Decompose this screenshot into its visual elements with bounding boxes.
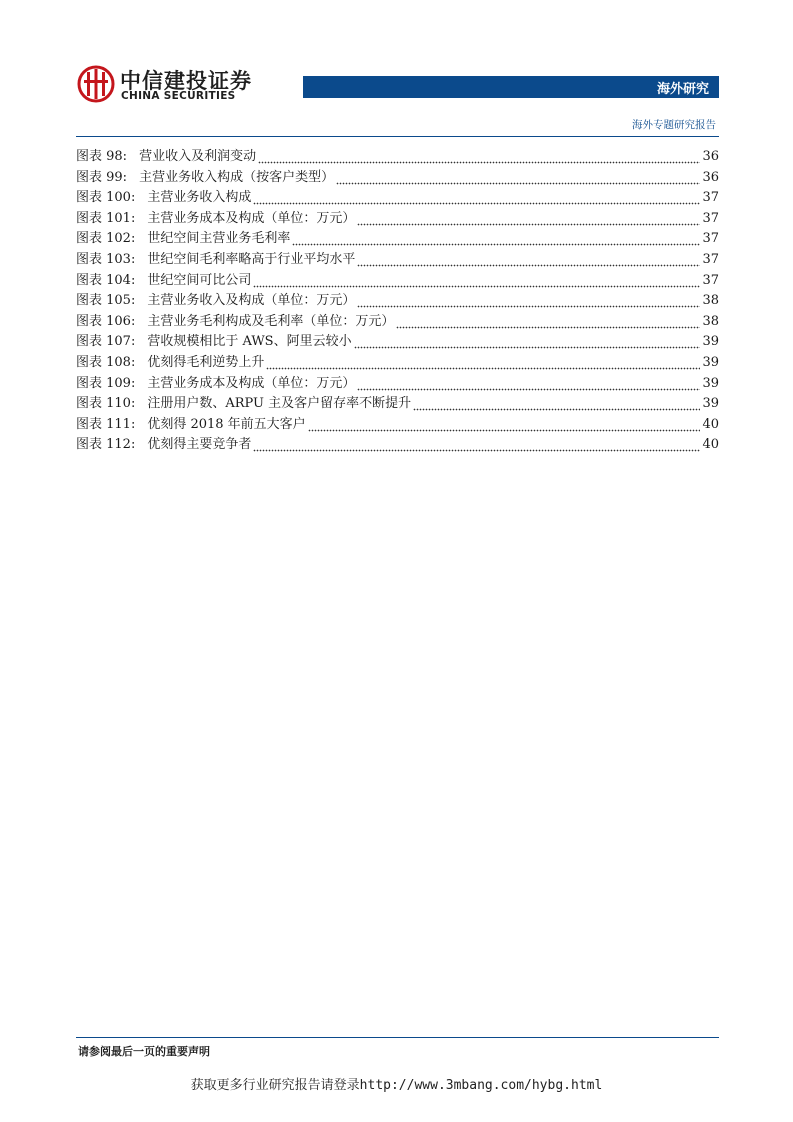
toc-entry-label: 图表 98: xyxy=(76,149,128,164)
toc-entry-title: 优刻得毛利逆势上升 xyxy=(147,354,265,370)
toc-entry-label: 图表 107: xyxy=(76,334,136,350)
toc-entry-page: 39 xyxy=(702,396,719,412)
toc-entry-label: 图表 109: xyxy=(76,375,136,391)
brand-logo xyxy=(76,64,252,104)
toc-entry[interactable] xyxy=(76,271,719,292)
section-title: 海外研究 xyxy=(656,82,709,97)
toc-leader-dots xyxy=(336,168,700,189)
toc-entry-title: 世纪空间主营业务毛利率 xyxy=(147,231,291,247)
toc-entry-page: 39 xyxy=(702,375,719,391)
toc-entry-title: 营收规模相比于 AWS、阿里云较小 xyxy=(147,334,352,350)
toc-entry-title: 世纪空间毛利率略高于行业平均水平 xyxy=(147,251,356,267)
toc-entry[interactable] xyxy=(76,229,719,250)
toc-entry-label: 图表 99: xyxy=(76,169,128,185)
toc-entry-page: 37 xyxy=(702,272,719,288)
figure-index xyxy=(76,147,719,456)
toc-entry-title: 优刻得主要竞争者 xyxy=(147,437,252,453)
toc-entry-title: 主营业务收入构成（按客户类型） xyxy=(139,169,335,185)
toc-entry-label: 图表 112: xyxy=(76,437,136,453)
toc-entry-title: 主营业务毛利构成及毛利率（单位：万元） xyxy=(147,313,395,329)
toc-entry[interactable] xyxy=(76,332,719,353)
toc-leader-dots xyxy=(308,415,701,436)
toc-entry-label: 图表 105: xyxy=(76,293,136,309)
toc-entry-page: 38 xyxy=(702,313,719,329)
toc-leader-dots xyxy=(357,291,700,312)
toc-leader-dots xyxy=(357,250,700,271)
toc-entry-page: 37 xyxy=(702,210,719,226)
toc-leader-dots xyxy=(253,435,700,456)
toc-entry-page: 40 xyxy=(702,416,719,432)
toc-entry-page: 39 xyxy=(702,354,719,370)
header-bar xyxy=(303,76,719,98)
toc-leader-dots xyxy=(396,312,700,333)
toc-entry-title: 主营业务成本及构成（单位：万元） xyxy=(147,375,356,391)
toc-entry-title: 优刻得 2018 年前五大客户 xyxy=(147,416,306,432)
toc-entry-label: 图表 108: xyxy=(76,354,136,370)
china-securities-logo-icon xyxy=(76,64,116,104)
toc-entry-label: 图表 110: xyxy=(76,396,136,412)
toc-entry-title: 世纪空间可比公司 xyxy=(147,272,252,288)
toc-entry[interactable] xyxy=(76,415,719,436)
toc-entry-title: 注册用户数、ARPU 主及客户留存率不断提升 xyxy=(147,396,412,412)
toc-entry[interactable] xyxy=(76,209,719,230)
toc-entry[interactable] xyxy=(76,168,719,189)
toc-entry-page: 37 xyxy=(702,190,719,206)
footer-divider xyxy=(76,1037,719,1038)
toc-entry[interactable] xyxy=(76,435,719,456)
toc-entry-label: 图表 103: xyxy=(76,251,136,267)
toc-entry-label: 图表 101: xyxy=(76,210,136,226)
toc-entry[interactable] xyxy=(76,394,719,415)
toc-leader-dots xyxy=(253,271,700,292)
toc-entry[interactable] xyxy=(76,188,719,209)
toc-entry[interactable] xyxy=(76,353,719,374)
toc-entry-page: 36 xyxy=(702,169,719,185)
toc-entry-page: 37 xyxy=(702,251,719,267)
toc-entry-page: 40 xyxy=(702,437,719,453)
toc-entry-title: 营业收入及利润变动 xyxy=(139,149,257,164)
toc-entry-title: 主营业务收入及构成（单位：万元） xyxy=(147,293,356,309)
toc-leader-dots xyxy=(253,188,700,209)
brand-name-en: CHINA SECURITIES xyxy=(121,90,236,102)
toc-entry-title: 主营业务成本及构成（单位：万元） xyxy=(147,210,356,226)
toc-leader-dots xyxy=(357,374,700,395)
toc-entry-title: 主营业务收入构成 xyxy=(147,190,252,206)
toc-entry[interactable] xyxy=(76,374,719,395)
brand-name-cn: 中信建投证券 xyxy=(120,69,252,93)
toc-entry-label: 图表 100: xyxy=(76,190,136,206)
header-divider xyxy=(76,136,719,137)
toc-leader-dots xyxy=(266,353,700,374)
toc-entry-label: 图表 104: xyxy=(76,272,136,288)
toc-entry-page: 36 xyxy=(702,149,719,164)
toc-entry-page: 38 xyxy=(702,293,719,309)
toc-entry-page: 37 xyxy=(702,231,719,247)
toc-leader-dots xyxy=(413,394,700,415)
toc-entry-label: 图表 102: xyxy=(76,231,136,247)
toc-entry-label: 图表 111: xyxy=(76,416,136,432)
toc-entry-page: 39 xyxy=(702,334,719,350)
toc-leader-dots xyxy=(357,209,700,230)
toc-leader-dots xyxy=(354,332,701,353)
toc-leader-dots xyxy=(292,229,700,250)
toc-entry[interactable] xyxy=(76,291,719,312)
report-type: 海外专题研究报告 xyxy=(632,119,716,131)
toc-leader-dots xyxy=(258,147,700,168)
toc-entry[interactable] xyxy=(76,312,719,333)
toc-entry-label: 图表 106: xyxy=(76,313,136,329)
disclaimer-note: 请参阅最后一页的重要声明 xyxy=(78,1045,210,1058)
toc-entry[interactable] xyxy=(76,147,719,168)
promo-link[interactable]: 获取更多行业研究报告请登录http://www.3mbang.com/hybg.html xyxy=(190,1078,603,1093)
toc-entry[interactable] xyxy=(76,250,719,271)
